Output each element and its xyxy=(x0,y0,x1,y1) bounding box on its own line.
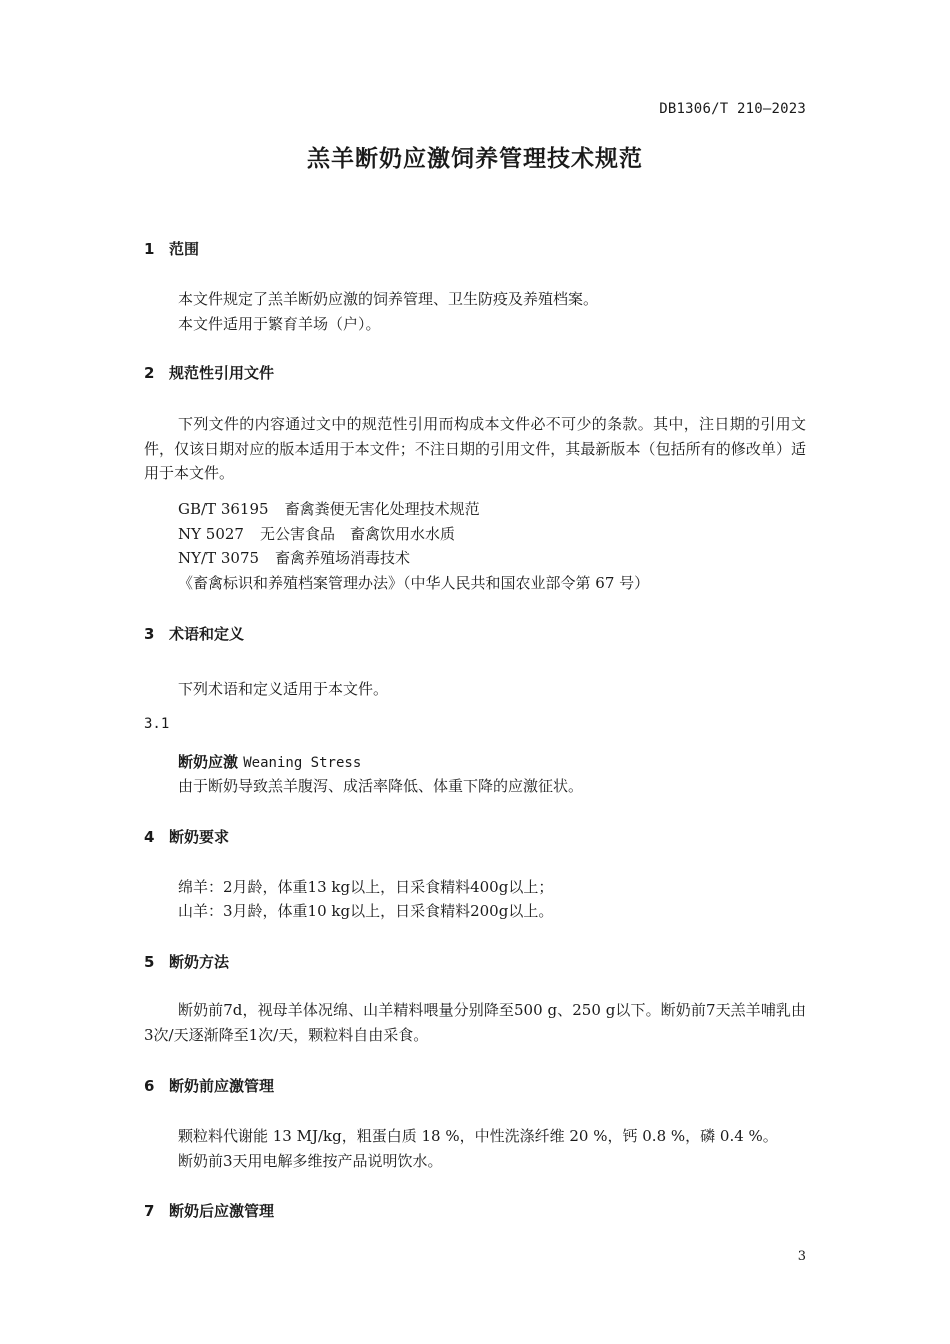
section-number: 1 xyxy=(144,240,155,258)
normative-intro: 下列文件的内容通过文中的规范性引用而构成本文件必不可少的条款。其中，注日期的引用文件，仅该日期对应的版本适用于本文件；不注日期的引用文件，其最新版本（包括所有的修改单）适用于本文件。 xyxy=(144,415,806,482)
doc-id: DB1306/T 210—2023 xyxy=(659,101,806,117)
ref-item-3 xyxy=(178,547,410,568)
ref-name: 无公害食品 畜禽饮用水水质 xyxy=(259,525,455,543)
section-heading-7 xyxy=(144,1200,274,1221)
terms-intro: 下列术语和定义适用于本文件。 xyxy=(178,680,389,698)
pre-weaning-line-1: 颗粒料代谢能 13 MJ/kg，粗蛋白质 18 %，中性洗涤纤维 20 %，钙 0.8 %，磷 0.4 %。 xyxy=(178,1127,778,1145)
section-number: 2 xyxy=(144,364,155,382)
ref-item-1 xyxy=(178,498,480,519)
section-title: 断奶要求 xyxy=(169,828,230,846)
section-title: 术语和定义 xyxy=(169,625,245,643)
ref-item-2 xyxy=(178,523,455,544)
section-heading-4 xyxy=(144,826,229,847)
ref-name: 畜禽养殖场消毒技术 xyxy=(275,549,411,567)
section-number: 4 xyxy=(144,828,155,846)
ref-code: NY/T 3075 xyxy=(178,549,260,567)
requirement-sheep: 绵羊：2月龄，体重13 kg以上，日采食精料400g以上； xyxy=(178,878,554,896)
page-title: 羔羊断奶应激饲养管理技术规范 xyxy=(307,146,643,172)
section-heading-5 xyxy=(144,951,229,972)
method-text: 断奶前7d，视母羊体况绵、山羊精料喂量分别降至500 g、250 g以下。断奶前7天羔羊哺乳由3次/天逐渐降至1次/天，颗粒料自由采食。 xyxy=(144,1001,806,1044)
term-entry-number: 3.1 xyxy=(144,716,170,732)
term-definition: 由于断奶导致羔羊腹泻、成活率降低、体重下降的应激征状。 xyxy=(178,777,584,795)
section-title: 断奶方法 xyxy=(169,953,230,971)
scope-line-1: 本文件规定了羔羊断奶应激的饲养管理、卫生防疫及养殖档案。 xyxy=(178,290,599,308)
ref-code: GB/T 36195 xyxy=(178,500,269,518)
section-title: 断奶前应激管理 xyxy=(169,1077,275,1095)
ref-name: 畜禽粪便无害化处理技术规范 xyxy=(284,500,480,518)
ref-regulation: 《畜禽标识和养殖档案管理办法》（中华人民共和国农业部令第 67 号） xyxy=(178,574,650,592)
pre-weaning-line-2: 断奶前3天用电解多维按产品说明饮水。 xyxy=(178,1152,443,1170)
section-number: 5 xyxy=(144,953,155,971)
term-name xyxy=(178,751,361,772)
section-number: 3 xyxy=(144,625,155,643)
section-heading-1 xyxy=(144,238,199,259)
section-title: 断奶后应激管理 xyxy=(169,1202,275,1220)
section-heading-2 xyxy=(144,362,274,383)
section-number: 7 xyxy=(144,1202,155,1220)
section-title: 规范性引用文件 xyxy=(169,364,275,382)
term-en: Weaning Stress xyxy=(243,755,362,771)
scope-line-2: 本文件适用于繁育羊场（户）。 xyxy=(178,315,381,333)
term-cn: 断奶应激 xyxy=(178,753,239,771)
ref-code: NY 5027 xyxy=(178,525,244,543)
page-number: 3 xyxy=(797,1249,806,1264)
requirement-goat: 山羊：3月龄，体重10 kg以上，日采食精料200g以上。 xyxy=(178,902,554,920)
section-number: 6 xyxy=(144,1077,155,1095)
section-heading-3 xyxy=(144,623,244,644)
section-heading-6 xyxy=(144,1075,274,1096)
section-title: 范围 xyxy=(169,240,200,258)
